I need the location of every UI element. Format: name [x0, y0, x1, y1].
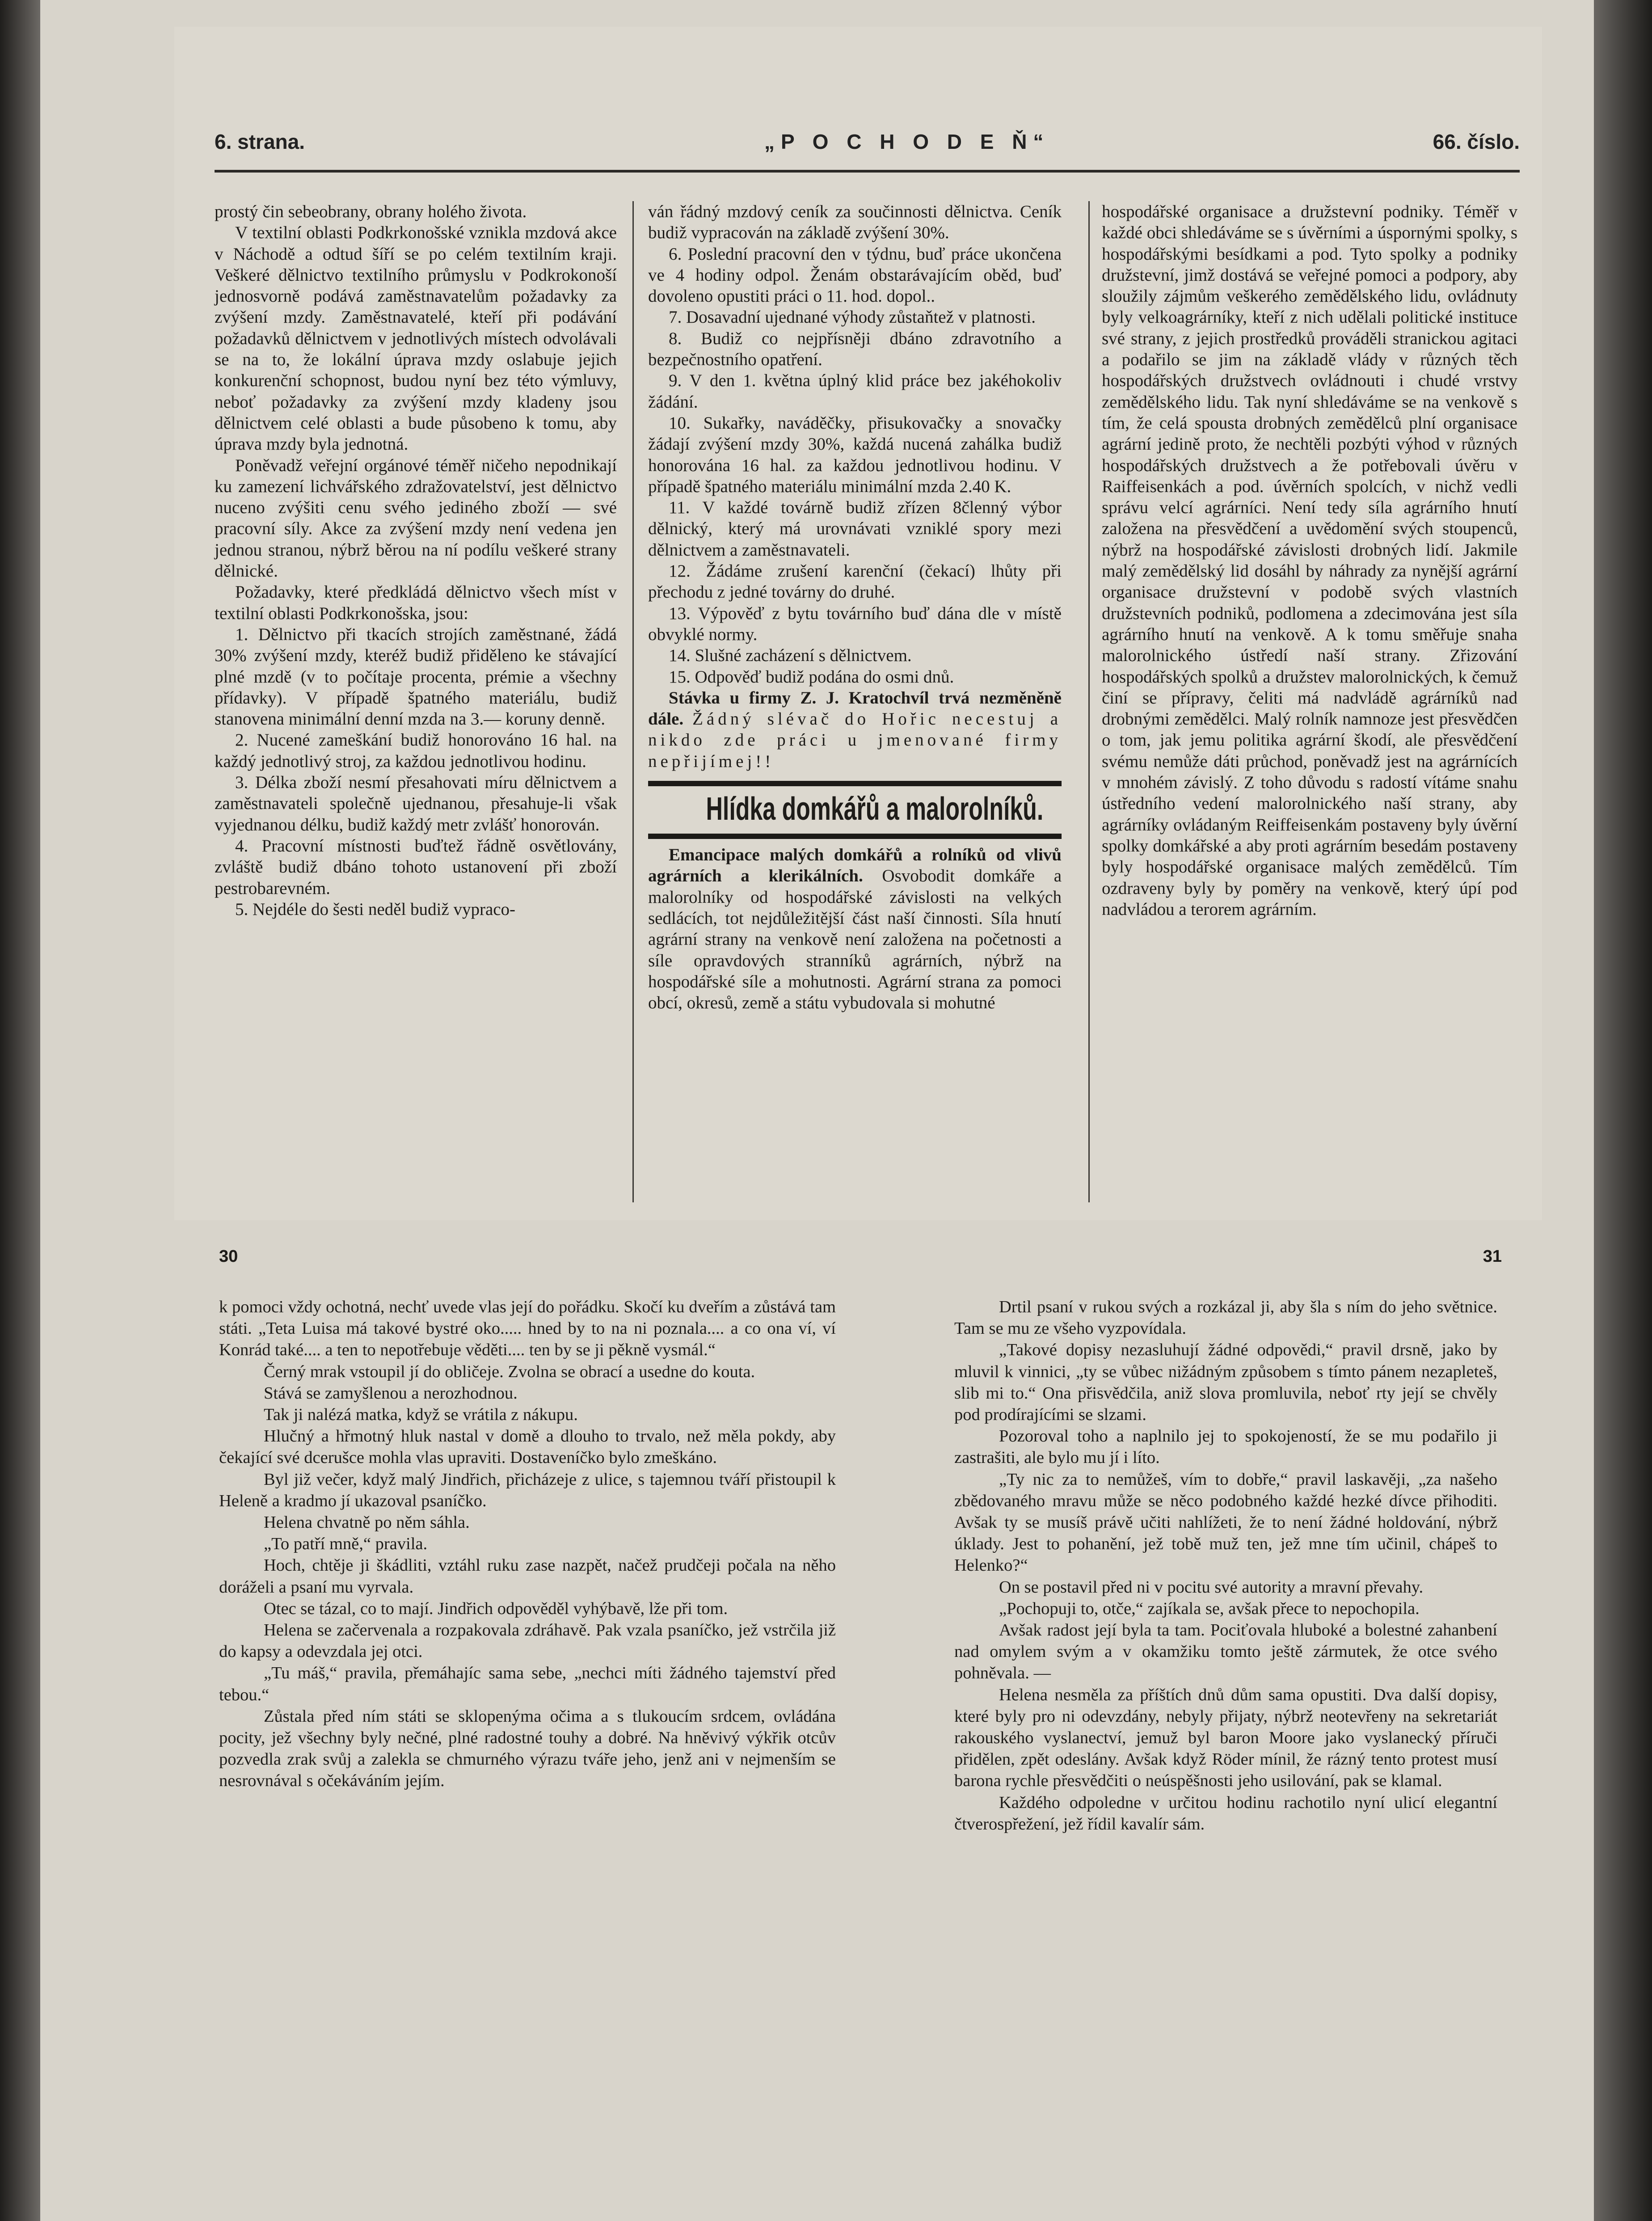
- book-page-right: [954, 1296, 1497, 1835]
- demand-item: 11. V každé továrně budiž zřízen 8členný výbor dělnický, který má urovnávati vzniklé spory mezi dělnictvem a zaměstnavateli.: [648, 498, 1062, 560]
- column-1: [215, 201, 617, 920]
- story-paragraph: Helena nesměla za příštích dnů dům sama opustiti. Dva další dopisy, které byly pro ni odevzdány, nebyly přijaty, nýbrž neotevřeny na sekretariát rakouského vyslanectví, jemuž byl baron Moore jako vyslanecký příruči přidělen, zpět odeslány. Avšak když Röder mínil, že rázný tento protest musí barona rychle přesvědčiti o neúspěšnosti jeho usilování, pak se klamal.: [954, 1685, 1497, 1791]
- story-paragraph: Otec se tázal, co to mají. Jindřich odpověděl vyhýbavě, lže při tom.: [264, 1599, 728, 1618]
- article-paragraph: Požadavky, které předkládá dělnictvo všech míst v textilní oblasti Podkrkonošska, jsou:: [215, 582, 617, 623]
- book-spread: [174, 1247, 1542, 2168]
- story-paragraph: Pozoroval toho a naplnilo jej to spokojeností, že se mu podařilo ji zastrašiti, ale bylo mu jí i líto.: [954, 1427, 1497, 1467]
- issue-number: 66. číslo.: [1433, 130, 1520, 153]
- demand-item: 5. Nejdéle do šesti neděl budiž vypraco-: [235, 899, 516, 919]
- demand-item: 9. V den 1. května úplný klid práce bez jakéhokoliv žádání.: [648, 371, 1062, 412]
- story-paragraph: Zůstala před ním státi se sklopenýma očima a s tlukoucím srdcem, ovládána pocity, jež všechny byly nečné, plné radostné touhy a dobré. Na hněvivý výkřik otcův pozvedla zrak svůj a zalekla se chmurného výrazu tváře jeho, jenž ani v nejmenším se nesrovnával s očekáváním jejím.: [219, 1707, 836, 1791]
- story-paragraph: Helena se začervenala a rozpakovala zdráhavě. Pak vzala psaníčko, jež vstrčila již do kapsy a odevzdala jej otci.: [219, 1621, 836, 1661]
- demand-item: 7. Dosavadní ujednané výhody zůstaňtež v platnosti.: [669, 308, 1036, 327]
- story-paragraph: „Pochopuji to, otče,“ zajíkala se, avšak přece to nepochopila.: [999, 1599, 1420, 1618]
- story-paragraph: Každého odpoledne v určitou hodinu rachotilo nyní ulicí elegantní čtverospřežení, jež řídil kavalír sám.: [954, 1793, 1497, 1833]
- story-paragraph: Tak ji nalézá matka, když se vrátila z nákupu.: [264, 1405, 578, 1424]
- section-lead: Emancipace malých domkářů a rolníků od vlivů agrárních a klerikálních.: [648, 845, 1062, 886]
- story-paragraph: Hlučný a hřmotný hluk nastal v domě a dlouho to trvalo, než měla pokdy, aby čekající své dcerušce mohla vlas upraviti. Dostaveníčko bylo zmeškáno.: [219, 1427, 836, 1467]
- demand-item: 13. Výpověď z bytu továrního buď dána dle v místě obvyklé normy.: [648, 603, 1062, 644]
- story-paragraph: „Takové dopisy nezasluhují žádné odpovědi,“ pravil drsně, jako by mluvil k vinnici, „ty se vůbec nižádným způsobem s tímto pánem nezapleteš, slib mi to.“ Ona přisvědčila, aniž slova promluvila, neboť rty její se chvěly pod prodírajícími se slzami.: [954, 1340, 1497, 1424]
- article-paragraph: prostý čin sebeobrany, obrany holého života.: [215, 202, 527, 221]
- story-paragraph: Stává se zamyšlenou a nerozhodnou.: [264, 1383, 518, 1403]
- page-label: 6. strana.: [215, 130, 305, 153]
- column-divider: [632, 201, 634, 1202]
- demand-item: 12. Žádáme zrušení karenční (čekací) lhůty při přechodu z jedné továrny do druhé.: [648, 561, 1062, 602]
- strike-notice: [648, 687, 1062, 772]
- column-divider: [1088, 201, 1090, 1202]
- running-head: [215, 130, 1520, 165]
- header-rule: [215, 170, 1520, 173]
- scan-dark-edge-right: [1594, 0, 1652, 2221]
- demand-item: 10. Sukařky, naváděčky, přisukovačky a snovačky žádají zvýšení mzdy 30%, každá nucená zahálka budiž honorována 16 hal. za každou jednotlivou hodinu. V případě špatného materiálu minimální mzda 2.40 K.: [648, 413, 1062, 496]
- section-title: Hlídka domkářů a malorolníků.: [706, 791, 1044, 827]
- story-paragraph: „Ty nic za to nemůžeš, vím to dobře,“ pravil laskavěji, „za našeho zbědovaného mravu může se něco podobného každé hezké dívce přihoditi. Avšak ty se musíš právě učiti nahlížeti, že to není žádné holdování, nýbrž úklady. Jest to pohanění, jež tobě muž ten, jež mne tím učinil, chápeš to Helenko?“: [954, 1470, 1497, 1575]
- article-paragraph: Poněvadž veřejní orgánové téměř ničeho nepodnikají ku zamezení lichvářského zdražovatelství, jest dělnictvo nuceno zvýšiti cenu svého jediného zboží — své pracovní síly. Akce za zvýšení mzdy není vedena jen jednou stranou, nýbrž běrou na ní podílu veškeré strany dělnické.: [215, 455, 617, 581]
- demand-item: 15. Odpověď budiž podána do osmi dnů.: [669, 667, 954, 687]
- scan-dark-edge-left: [0, 0, 40, 2221]
- article-paragraph: V textilní oblasti Podkrkonošské vznikla mzdová akce v Náchodě a odtud šíří se po celém textilním kraji. Veškeré dělnictvo textilního průmyslu v Podkrokonoší jednosvorně podává zaměstnavatelům požadavky za zvýšení mzdy. Zaměstnavatelé, kteří při podávání požadavků dělnictvem v jednotlivých místech odvolávali se na to, že lokální úprava mzdy oslabuje jejich konkurenční schopnost, budou nyní bez této výmluvy, neboť požadavky za zvýšení mzdy kladeny jsou dělnictvem celé oblasti a bude působeno k tomu, aby úprava mzdy byla jednotná.: [215, 223, 617, 454]
- strike-notice-bold: Stávka u firmy Z. J. Kratochvíl trvá nezměněně dále.: [648, 688, 1062, 729]
- article-paragraph: ván řádný mzdový ceník za součinnosti dělnictva. Ceník budiž vypracován na základě zvýšení 30%.: [648, 202, 1062, 243]
- demand-item: 4. Pracovní místnosti buďtež řádně osvětlovány, zvláště budiž dbáno tohoto ustanovení při zboží pestrobarevném.: [215, 836, 617, 898]
- story-paragraph: „To patří mně,“ pravila.: [264, 1534, 428, 1554]
- story-paragraph: Helena chvatně po něm sáhla.: [264, 1513, 470, 1532]
- story-paragraph: On se postavil před ni v pocitu své autority a mravní převahy.: [999, 1577, 1424, 1597]
- story-paragraph: Hoch, chtěje ji škádliti, vztáhl ruku zase nazpět, načež prudčeji počala na něho doráželi a psaní mu vyrvala.: [219, 1556, 836, 1597]
- demand-item: 6. Poslední pracovní den v týdnu, buď práce ukončena ve 4 hodiny odpol. Ženám obstarávajícím oběd, buď dovoleno opustiti práci o 11. hod. dopol..: [648, 244, 1062, 306]
- scanned-sheet: [40, 0, 1594, 2221]
- newspaper-title: „P O C H O D E Ň“: [764, 130, 1050, 153]
- page-number-right: 31: [1483, 1247, 1502, 1266]
- article-paragraph: hospodářské organisace a družstevní podniky. Téměř v každé obci shledáváme se s úvěrními a úspornými spolky, s hospodářskými besídkami a pod. Tyto spolky a podniky družstevní, jimž dostává se veřejné pomoci a podpory, aby sloužily zájmům veškerého zemědělského lidu, ovládnuty byly velkoagrárníky, kteří z nich udělali politické instituce své strany, z jejich prostředků prováděli stranickou agitaci a podařilo se jim na základě vlády v různých těch hospodářských družstvech ovládnouti i chudé vrstvy zemědělského lidu. Tak nyní shledáváme se na venkově s tím, že celá spousta drobných zemědělců plní organisace agrární jedině proto, že nechtěli pozbýti výhod v různých hospodářských družstvech a že potřebovali úvěru v Raiffeisenkách a pod. úvěrních spolcích, v nichž vedli správu velcí agrárníci. Není tedy síla agrárního hnutí založena na přesvědčení a uvědomění svých stoupenců, nýbrž na hospodářské závislosti drobných lidí. Jakmile malý zemědělský lid dosáhl by náhrady za nynější agrární organisace družstevní v podobě svých vlastních družstevních podniků, podlomena a zdecimována jest síla agrárního hnutí na venkově. A k tomu směřuje snaha malorolnického ústředí naší strany. Zřizování hospodářských spolků a družstev malorolnických, k čemuž činí se přípravy, čeliti má nadvládě agrárníků nad drobnými zemědělci. Malý rolník namnoze jest přesvědčen o tom, jak jemu politika agrární škodí, ale přesvědčení svému nemůže dáti průchod, poněvadž jest na agrárnících v mnohém závislý. Z toho důvodu s radostí vítáme snahu ústředního vedení malorolnického naší strany, aby agrárníky ovládaným Reiffeisenkám postaveny byly úvěrní spolky domkářské a aby proti agrárním besedám postaveny byly hospodářské organisace malých zemědělců. Tím ozdraveny byly by poměry na venkově, který úpí pod nadvládou a terorem agrárním.: [1102, 202, 1517, 919]
- story-paragraph: Byl již večer, když malý Jindřich, přicházeje z ulice, s tajemnou tváří přistoupil k Heleně a kradmo jí ukazoval psaníčko.: [219, 1470, 836, 1510]
- demand-item: 8. Budiž co nejpřísněji dbáno zdravotního a bezpečnostního opatření.: [648, 329, 1062, 370]
- story-paragraph: Černý mrak vstoupil jí do obličeje. Zvolna se obrací a usedne do kouta.: [264, 1362, 755, 1381]
- story-paragraph: „Tu máš,“ pravila, přemáhajíc sama sebe, „nechci míti žádného tajemství před tebou.“: [219, 1664, 836, 1704]
- demand-item: 1. Dělnictvo při tkacích strojích zaměstnané, žádá 30% zvýšení mzdy, kteréž budiž přiděleno ke stávající plné mzdě (v to počítaje procenta, prémie a všechny přídavky). V případě špatného materiálu, budiž stanovena minimální denní mzda na 3.— koruny denně.: [215, 624, 617, 729]
- section-text: Osvobodit domkáře a malorolníky od hospodářské závislosti na velkých sedlácích, tot nejdůležitější část naší činnosti. Síla hnutí agrární strany na venkově není založena na početnosti a síle opravdových stranníků agrárních, nýbrž na hospodářské síle a mohutnosti. Agrární strana za pomoci obcí, okresů, země a státu vybudovala si mohutné: [648, 866, 1062, 1013]
- newspaper-page: [174, 27, 1542, 1220]
- page-number-left: 30: [219, 1247, 238, 1266]
- column-3: [1102, 201, 1517, 920]
- demand-item: 2. Nucené zameškání budiž honorováno 16 hal. na každý jednotlivý stroj, za každou jednotlivou hodinu.: [215, 730, 617, 771]
- book-page-left: [219, 1296, 836, 1792]
- demand-item: 14. Slušné zacházení s dělnictvem.: [669, 646, 912, 666]
- story-paragraph: k pomoci vždy ochotná, nechť uvede vlas její do pořádku. Skočí ku dveřím a zůstává tam státi. „Teta Luisa má takové bystré oko..... hned by to na ni poznala.... a co ona ví, ví Konrád také.... a ten to nepotřebuje věděti.... ten by se ji pěkně vysmál.“: [219, 1298, 836, 1360]
- section-banner: [648, 781, 1062, 839]
- strike-notice-spaced: Žádný slévač do Hořic necestuj a nikdo zde práci u jmenované firmy nepřijímej!!: [648, 709, 1062, 771]
- column-2: [648, 201, 1062, 1013]
- story-paragraph: Avšak radost její byla ta tam. Pociťovala hluboké a bolestné zahanbení nad omylem svým a v okamžiku tomto ještě zármutek, že otce svého pohněvala. —: [954, 1621, 1497, 1683]
- demand-item: 3. Délka zboží nesmí přesahovati míru dělnictvem a zaměstnavateli společně ujednanou, přesahuje-li však vyjednanou délku, budiž každý metr zvlášť honorován.: [215, 773, 617, 834]
- section-paragraph: [648, 844, 1062, 1013]
- story-paragraph: Drtil psaní v rukou svých a rozkázal ji, aby šla s ním do jeho světnice. Tam se mu ze všeho vyzpovídala.: [954, 1298, 1497, 1338]
